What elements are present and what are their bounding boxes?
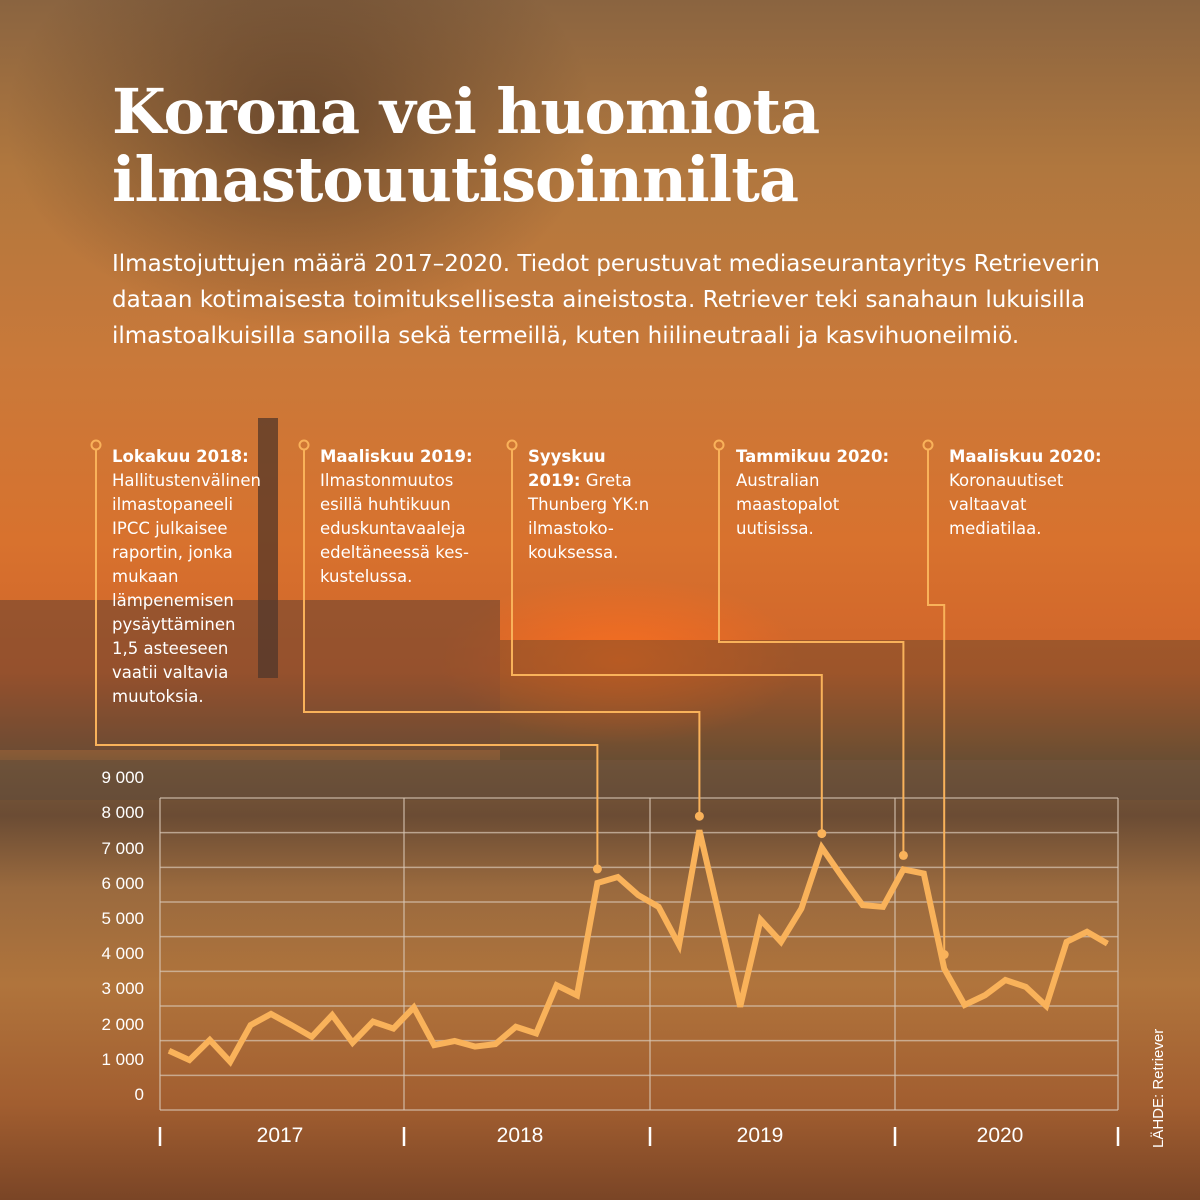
data-point [638, 895, 639, 896]
data-point [719, 918, 720, 919]
y-tick-label: 9 000 [101, 768, 144, 788]
data-point [332, 1015, 333, 1016]
x-tick-label: 2020 [976, 1124, 1024, 1147]
annotation-anchor-circle [300, 441, 309, 450]
y-tick-label: 5 000 [101, 909, 144, 928]
data-point [821, 847, 822, 848]
page-title: Korona vei huomiota ilmastouutisoinnilta [112, 75, 820, 216]
y-tick-label: 4 000 [101, 944, 144, 964]
data-point [862, 905, 863, 906]
data-point [577, 995, 578, 996]
y-tick-label: 8 000 [101, 803, 144, 823]
data-point [536, 1033, 537, 1034]
data-line [169, 830, 1107, 1062]
data-point [679, 944, 680, 945]
data-point [801, 908, 802, 909]
data-point [271, 1013, 272, 1014]
annotation-text: Ilmastonmuutos esillä huhtikuun eduskuntavaaleja edeltäneessä kes- kustelussa. [320, 471, 469, 586]
annotation-text: Greta Thunberg YK:n ilmastoko- kouksessa. [528, 471, 650, 562]
annotation-heading: Maaliskuu 2019: [320, 447, 473, 466]
data-point [434, 1045, 435, 1046]
x-tick-label: 2018 [496, 1124, 544, 1147]
data-point [1025, 986, 1026, 987]
data-point [556, 985, 557, 986]
annotation-mar-2020 [949, 445, 1102, 541]
data-point [169, 1050, 170, 1051]
annotation-text: Hallitustenvälinen ilmastopaneeli IPCC julkaisee raportin, jonka mukaan lämpenemisen pysäyttäminen 1,5 asteeseen vaatii valtavia muutoksia. [112, 471, 261, 706]
data-point [699, 830, 700, 831]
data-point [597, 882, 598, 883]
data-point [515, 1026, 516, 1027]
data-point [393, 1028, 394, 1029]
x-tick-label: 2019 [736, 1124, 784, 1147]
annotation-marker [899, 851, 908, 860]
annotation-marker [593, 864, 602, 873]
data-point [658, 906, 659, 907]
data-point [1046, 1006, 1047, 1007]
source-credit: LÄHDE: Retriever [1150, 1028, 1167, 1148]
data-point [985, 995, 986, 996]
lead-paragraph: Ilmastojuttujen määrä 2017–2020. Tiedot perustuvat mediaseurantayritys Retrieverin dataan kotimaisesta toimituksellisesta aineistosta. Retriever teki sanahaun lukuisilla ilmastoalkuisilla sanoilla sekä termeillä, kuten hiilineutraali ja kasvihuoneilmiö. [112, 251, 1100, 349]
annotation-heading: Lokakuu 2018: [112, 447, 249, 466]
data-point [781, 941, 782, 942]
y-tick-label: 2 000 [101, 1014, 144, 1034]
data-point [1107, 943, 1108, 944]
shoreline [0, 760, 1200, 800]
data-point [291, 1025, 292, 1026]
data-point [1087, 931, 1088, 932]
data-point [883, 906, 884, 907]
annotation-text: Koronauutiset valtaavat mediatilaa. [949, 471, 1064, 538]
annotation-oct-2018 [112, 445, 261, 709]
data-point [352, 1042, 353, 1043]
annotation-mar-2019 [320, 445, 473, 589]
annotation-anchor-circle [508, 441, 517, 450]
data-point [842, 877, 843, 878]
y-tick-label: 3 000 [101, 979, 144, 999]
data-point [760, 919, 761, 920]
annotation-heading: Maaliskuu 2020: [949, 447, 1102, 466]
data-point [923, 873, 924, 874]
annotation-heading: Tammikuu 2020: [736, 447, 890, 466]
annotation-jan-2020 [736, 445, 889, 541]
treeline [500, 640, 1200, 760]
y-tick-label: 6 000 [101, 873, 144, 893]
data-point [311, 1036, 312, 1037]
data-point [495, 1044, 496, 1045]
y-tick-label: 0 [134, 1085, 144, 1104]
data-point [250, 1025, 251, 1026]
annotation-marker [695, 812, 704, 821]
y-tick-label: 1 000 [101, 1049, 144, 1069]
annotation-heading: Syyskuu 2019: [528, 447, 606, 490]
data-point [189, 1060, 190, 1061]
annotation-anchor-circle [715, 441, 724, 450]
data-point [964, 1004, 965, 1005]
data-point [230, 1061, 231, 1062]
y-tick-label: 7 000 [101, 838, 144, 858]
data-point [475, 1046, 476, 1047]
data-point [740, 1006, 741, 1007]
annotation-anchor-circle [92, 441, 101, 450]
data-point [903, 869, 904, 870]
data-point [209, 1039, 210, 1040]
x-tick-label: 2017 [256, 1124, 304, 1147]
data-point [1005, 980, 1006, 981]
data-point [373, 1021, 374, 1022]
data-point [454, 1041, 455, 1042]
annotation-sep-2019 [528, 445, 649, 565]
annotation-text: Australian maastopalot uutisissa. [736, 471, 840, 538]
annotation-marker [817, 829, 826, 838]
annotation-anchor-circle [924, 441, 933, 450]
data-point [617, 877, 618, 878]
data-point [944, 968, 945, 969]
data-point [413, 1007, 414, 1008]
data-point [1066, 941, 1067, 942]
